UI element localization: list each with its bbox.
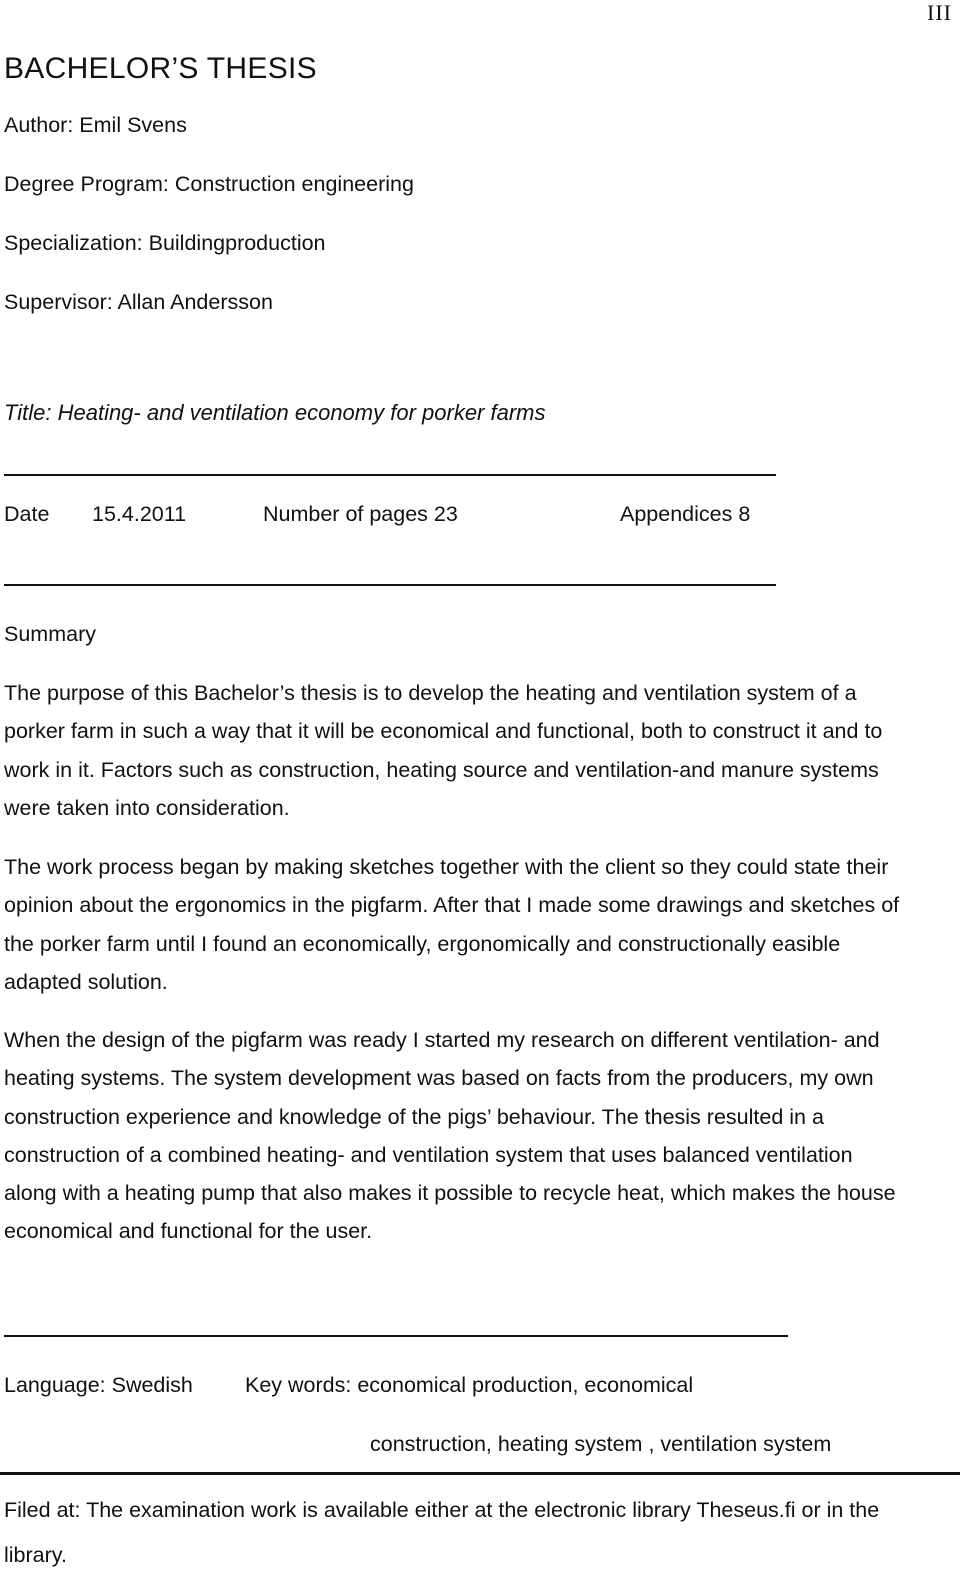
summary-paragraph: The work process began by making sketches together with the client so they could state their opinion about the ergonomics in the pigfarm. After that I made some drawings and sketches of the porker farm until I found an economically, ergonomically and constructionally easible adapted solution. [4,855,900,994]
degree-program-line: Degree Program: Construction engineering [4,172,414,196]
thesis-title: Title: Heating- and ventilation economy for porker farms [4,400,546,425]
summary-heading: Summary [4,622,96,646]
summary-paragraph: The purpose of this Bachelor’s thesis is to develop the heating and ventilation system of a porker farm in such a way that it will be economical and functional, both to construct it and to work in it. Factors such as construction, heating source and ventilation-and manure systems were taken into consideration. [4,681,883,820]
divider-lower [4,1335,788,1337]
page-number: III [927,0,952,25]
author-line: Author: Emil Svens [4,113,187,137]
divider-middle [4,584,776,586]
appendices-count: Appendices 8 [620,502,751,526]
footer-divider [0,1472,960,1475]
page-count: Number of pages 23 [263,502,458,526]
language-line: Language: Swedish [4,1373,193,1397]
supervisor-line: Supervisor: Allan Andersson [4,290,273,314]
divider-top [4,474,776,476]
document-heading: BACHELOR’S THESIS [4,52,317,85]
specialization-line: Specialization: Buildingproduction [4,231,326,255]
keywords-line-1: Key words: economical production, economical [245,1373,694,1397]
date-value: 15.4.2011 [92,502,187,526]
filed-at-note: Filed at: The examination work is available either at the electronic library Theseus.fi or in the library. [4,1498,880,1567]
summary-paragraph: When the design of the pigfarm was ready I started my research on different ventilation- and heating systems. The system development was based on facts from the producers, my own construction experience and knowledge of the pigs’ behaviour. The thesis resulted in a construction of a combined heating- and ventilation system that uses balanced ventilation along with a heating pump that also makes it possible to recycle heat, which makes the house economical and functional for the user. [4,1028,896,1244]
keywords-line-2: construction, heating system , ventilation system [370,1432,832,1456]
date-label: Date [4,502,50,526]
